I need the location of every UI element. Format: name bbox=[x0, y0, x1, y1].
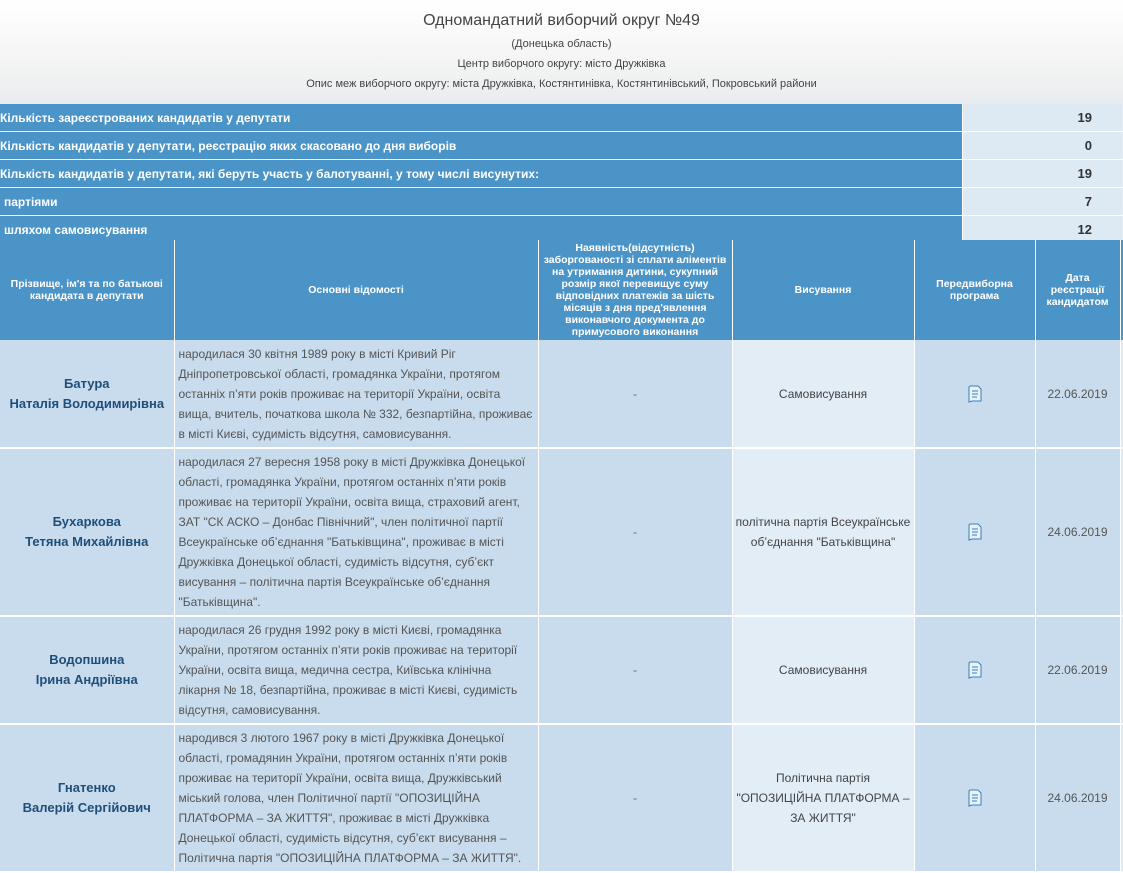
table-row bbox=[0, 724, 1123, 872]
column-header-alimony: Наявність(відсутність) заборгованості зі сплати аліментів на утримання дитини, сукупний розмір якої перевищує суму відповідних платежів за шість місяців з дня пред'явлення виконавчого документа до примусового виконання bbox=[538, 240, 732, 340]
registration-date: 24.06.2019 bbox=[1035, 724, 1120, 872]
candidate-given-names: Валерій Сергійович bbox=[22, 800, 151, 815]
candidate-name[interactable] bbox=[0, 340, 174, 448]
summary-value: 19 bbox=[962, 160, 1122, 188]
nomination: Самовисування bbox=[732, 340, 914, 448]
table-row bbox=[0, 448, 1123, 616]
summary-row bbox=[0, 188, 1123, 216]
candidate-surname: Водопшина bbox=[49, 652, 125, 667]
nomination: політична партія Всеукраїнське об’єднання "Батьківщина" bbox=[732, 448, 914, 616]
summary-row bbox=[0, 160, 1123, 188]
candidate-given-names: Тетяна Михайлівна bbox=[25, 534, 149, 549]
table-row bbox=[0, 340, 1123, 448]
summary-value: 12 bbox=[962, 216, 1122, 244]
document-icon[interactable] bbox=[967, 789, 983, 807]
candidate-info: народилася 26 грудня 1992 року в місті Києві, громадянка України, протягом останніх п’яти років проживає на території України, освіта вища, медична сестра, Київська клінічна лікарня № 18, безпартійна, проживає в місті Києві, судимість відсутня, самовисування. bbox=[174, 616, 538, 724]
program-cell bbox=[914, 724, 1035, 872]
candidate-info: народився 3 лютого 1967 року в місті Дружківка Донецької області, громадянин України, протягом останніх п’яти років проживає на території України, освіта вища, Дружківський міський голова, член Політичної партії "ОПОЗИЦІЙНА ПЛАТФОРМА – ЗА ЖИТТЯ", проживає в місті Дружківка Донецької області, судимість відсутня, суб’єкт висування – Політична партія "ОПОЗИЦІЙНА ПЛАТФОРМА – ЗА ЖИТТЯ". bbox=[174, 724, 538, 872]
summary-label: шляхом самовисування bbox=[0, 216, 962, 244]
summary-row bbox=[0, 104, 1123, 132]
summary-label: Кількість кандидатів у депутати, реєстрацію яких скасовано до дня виборів bbox=[0, 132, 962, 160]
district-center-label: Центр виборчого округу: місто Дружківка bbox=[457, 58, 666, 70]
summary-row bbox=[0, 132, 1123, 160]
candidate-name[interactable] bbox=[0, 724, 174, 872]
nomination: Політична партія "ОПОЗИЦІЙНА ПЛАТФОРМА – ЗА ЖИТТЯ" bbox=[732, 724, 914, 872]
candidate-surname: Бухаркова bbox=[52, 514, 121, 529]
column-header-nomination: Висування bbox=[732, 240, 914, 340]
candidate-given-names: Наталія Володимирівна bbox=[9, 395, 165, 411]
region-label: (Донецька область) bbox=[511, 38, 612, 50]
registration-date: 22.06.2019 bbox=[1035, 616, 1120, 724]
summary-row bbox=[0, 216, 1123, 244]
candidate-info: народилася 27 вересня 1958 року в місті Дружківка Донецької області, громадянка України, протягом останніх п’яти років проживає на території України, освіта вища, страховий агент, ЗАТ "СК АСКО – Донбас Північний", член політичної партії Всеукраїнське об’єднання "Батьківщина", проживає в місті Дружківка Донецької області, судимість відсутня, суб’єкт висування – політична партія Всеукраїнське об’єднання "Батьківщина". bbox=[174, 448, 538, 616]
summary-label: Кількість кандидатів у депутати, які беруть участь у балотуванні, у тому числі висунутих: bbox=[0, 160, 962, 188]
district-borders-label: Опис меж виборчого округу: міста Дружківка, Костянтинівка, Костянтинівський, Покровський райони bbox=[306, 78, 817, 90]
table-header-row bbox=[0, 240, 1123, 340]
alimony-debt: - bbox=[538, 448, 732, 616]
summary-value: 7 bbox=[962, 188, 1122, 216]
candidate-surname: Батура bbox=[64, 375, 110, 391]
page-header bbox=[0, 0, 1123, 104]
registration-date: 24.06.2019 bbox=[1035, 448, 1120, 616]
column-header-date: Дата реєстрації кандидатом bbox=[1035, 240, 1120, 340]
summary-table bbox=[0, 104, 1123, 243]
page-title: Одномандатний виборчий округ №49 bbox=[423, 12, 700, 29]
summary-value: 19 bbox=[962, 104, 1122, 132]
document-icon[interactable] bbox=[967, 523, 983, 541]
program-cell bbox=[914, 616, 1035, 724]
column-header-program: Передвиборна програма bbox=[914, 240, 1035, 340]
summary-label: Кількість зареєстрованих кандидатів у депутати bbox=[0, 104, 962, 132]
nomination: Самовисування bbox=[732, 616, 914, 724]
candidate-surname: Гнатенко bbox=[57, 780, 116, 795]
candidate-name[interactable] bbox=[0, 616, 174, 724]
program-cell bbox=[914, 448, 1035, 616]
program-cell bbox=[914, 340, 1035, 448]
alimony-debt: - bbox=[538, 724, 732, 872]
document-icon[interactable] bbox=[967, 661, 983, 679]
column-header-info: Основні відомості bbox=[174, 240, 538, 340]
candidates-table bbox=[0, 240, 1123, 873]
alimony-debt: - bbox=[538, 616, 732, 724]
registration-date: 22.06.2019 bbox=[1035, 340, 1120, 448]
alimony-debt: - bbox=[538, 340, 732, 448]
column-header-name: Прізвище, ім'я та по батькові кандидата в депутати bbox=[0, 240, 174, 340]
candidate-given-names: Ірина Андріївна bbox=[35, 672, 138, 687]
summary-label: партіями bbox=[0, 188, 962, 216]
candidate-info: народилася 30 квітня 1989 року в місті Кривий Ріг Дніпропетровської області, громадянка України, протягом останніх п’яти років проживає на території України, освіта вища, вчитель, початкова школа № 332, безпартійна, проживає в місті Києві, судимість відсутня, самовисування. bbox=[174, 340, 538, 448]
candidate-name[interactable] bbox=[0, 448, 174, 616]
summary-value: 0 bbox=[962, 132, 1122, 160]
document-icon[interactable] bbox=[967, 385, 983, 403]
table-row bbox=[0, 616, 1123, 724]
